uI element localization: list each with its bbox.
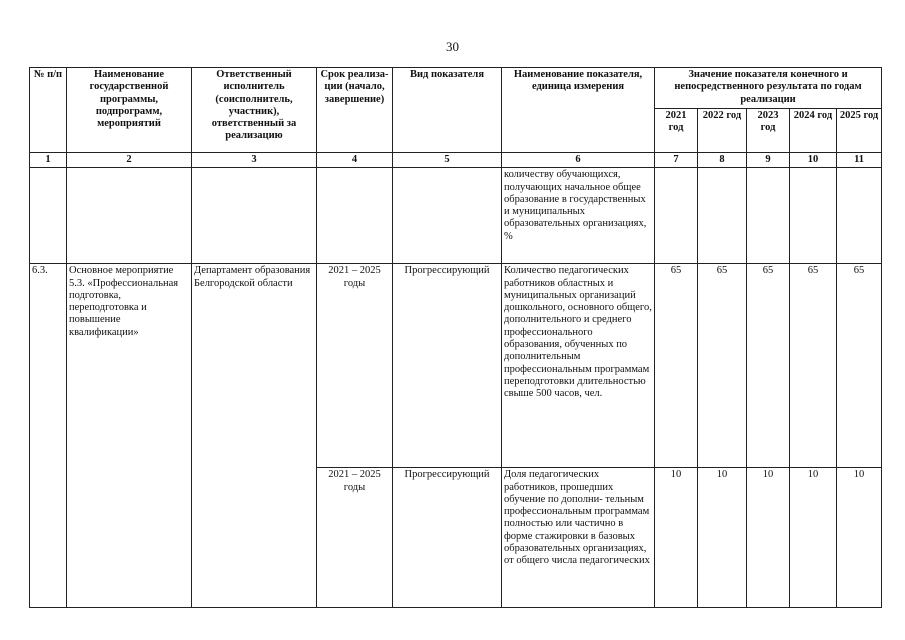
header-year-2024: 2024 год <box>790 109 837 153</box>
header-executor: Ответственный исполнитель (соисполнитель, участник), ответственный за реализацию <box>192 68 317 153</box>
page-number: 30 <box>446 39 459 54</box>
header-year-2021: 2021 год <box>655 109 698 153</box>
value-2021: 10 <box>655 468 698 608</box>
col-number: 11 <box>837 153 882 168</box>
indicator-type-cell: Прогрессирующий <box>393 264 502 468</box>
value-2022: 10 <box>698 468 747 608</box>
value-2023: 65 <box>747 264 790 468</box>
program-name-cell: Основное мероприятие 5.3. «Профессиональная подготовка, переподготовка и повышение квалификации» <box>67 264 192 608</box>
row-number-cell: 6.3. <box>30 264 67 608</box>
value-2025: 10 <box>837 468 882 608</box>
table-cell <box>698 168 747 264</box>
value-2025: 65 <box>837 264 882 468</box>
col-number: 5 <box>393 153 502 168</box>
table-cell <box>790 168 837 264</box>
col-number: 2 <box>67 153 192 168</box>
table-cell <box>747 168 790 264</box>
col-number: 9 <box>747 153 790 168</box>
indicator-name-cell: Количество педагогических работников областных и муниципальных организаций дошкольного, основного общего, дополнительного и среднего профессионального образования, обученных по дополнительным профессиональным программам переподготовки длительностью свыше 500 часов, чел. <box>502 264 655 468</box>
header-values-group: Значение показателя конечного и непосредственного результата по годам реализации <box>655 68 882 109</box>
value-2022: 65 <box>698 264 747 468</box>
indicator-name-cell: Доля педагогических работников, прошедших обучение по дополни- тельным профессиональным программам полностью или частично в форме стажировки в базовых образовательных организациях, от общего числа педагогических <box>502 468 655 608</box>
col-number: 1 <box>30 153 67 168</box>
table-cell <box>837 168 882 264</box>
col-number: 4 <box>317 153 393 168</box>
col-number: 3 <box>192 153 317 168</box>
header-period: Срок реализа- ции (начало, завершение) <box>317 68 393 153</box>
col-number: 6 <box>502 153 655 168</box>
value-2024: 65 <box>790 264 837 468</box>
header-year-2022: 2022 год <box>698 109 747 153</box>
period-cell: 2021 – 2025 годы <box>317 264 393 468</box>
executor-cell: Департамент образования Белгородской области <box>192 264 317 608</box>
indicator-name-cell: количеству обучающихся, получающих начальное общее образование в государственных и муниципальных образовательных организациях, % <box>502 168 655 264</box>
table-cell <box>393 168 502 264</box>
table-cell <box>192 168 317 264</box>
header-year-2025: 2025 год <box>837 109 882 153</box>
value-2024: 10 <box>790 468 837 608</box>
header-year-2023: 2023 год <box>747 109 790 153</box>
header-indicator-name: Наименование показателя, единица измерения <box>502 68 655 153</box>
value-2023: 10 <box>747 468 790 608</box>
indicator-type-cell: Прогрессирующий <box>393 468 502 608</box>
header-indicator-type: Вид показателя <box>393 68 502 153</box>
table-cell <box>655 168 698 264</box>
value-2021: 65 <box>655 264 698 468</box>
period-cell: 2021 – 2025 годы <box>317 468 393 608</box>
table-cell <box>67 168 192 264</box>
header-program-name: Наименование государственной программы, подпрограмм, мероприятий <box>67 68 192 153</box>
table-row <box>30 264 882 468</box>
header-number: № п/п <box>30 68 67 153</box>
col-number: 7 <box>655 153 698 168</box>
col-number: 8 <box>698 153 747 168</box>
table-cell <box>30 168 67 264</box>
indicators-table <box>29 67 882 608</box>
table-cell <box>317 168 393 264</box>
table-row <box>30 168 882 264</box>
col-number: 10 <box>790 153 837 168</box>
